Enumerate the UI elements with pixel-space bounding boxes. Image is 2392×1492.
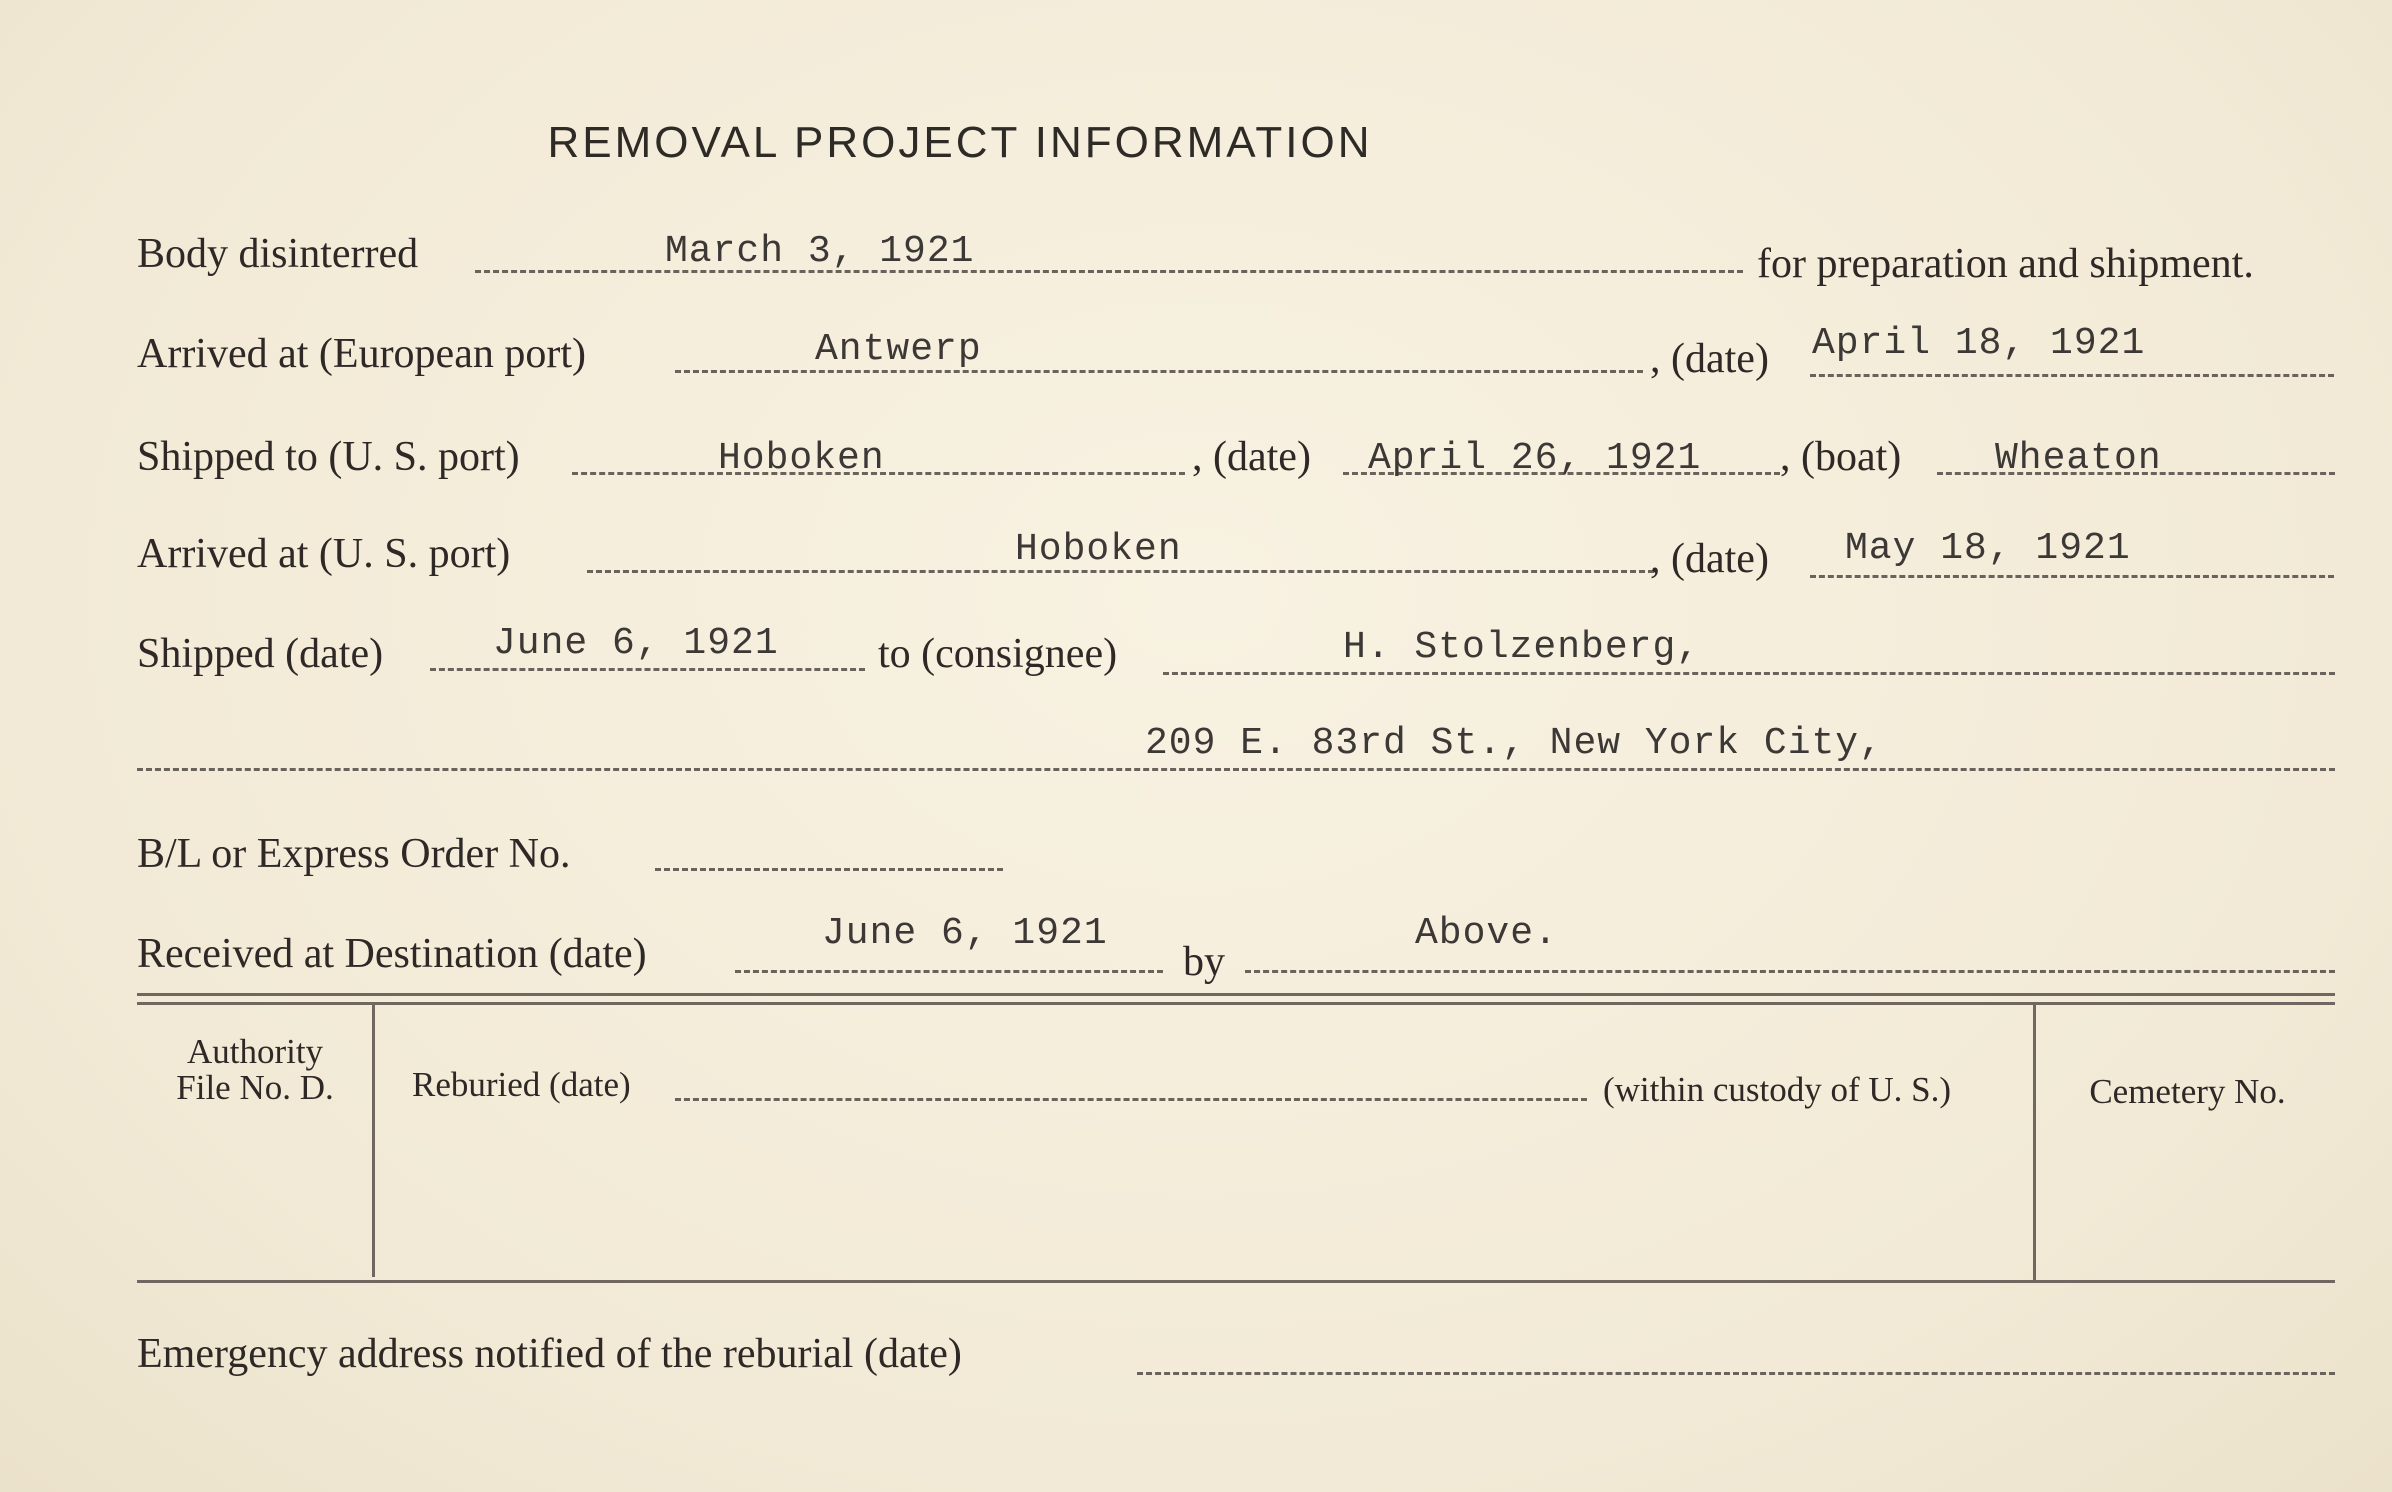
- table-bottom-rule: [137, 1280, 2335, 1283]
- disinterred-label: Body disinterred: [137, 231, 419, 277]
- custody-label: (within custody of U. S.): [1603, 1070, 1952, 1109]
- received-date-line: [735, 970, 1163, 973]
- arrived-us-port: Hoboken: [1015, 528, 1182, 571]
- arrived-eu-date-label: , (date): [1650, 336, 1769, 382]
- reburied-line: [675, 1098, 1587, 1101]
- form-title: REMOVAL PROJECT INFORMATION: [547, 118, 1373, 167]
- shipped-us-port: Hoboken: [718, 437, 885, 480]
- address-value: 209 E. 83rd St., New York City,: [1145, 722, 1883, 765]
- reburied-label: Reburied (date): [412, 1065, 631, 1104]
- emergency-line: [1137, 1372, 2335, 1375]
- consignee-label: to (consignee): [878, 631, 1118, 677]
- authority-label: Authority: [186, 1032, 324, 1071]
- received-date: June 6, 1921: [822, 912, 1108, 955]
- shipped-date-value: June 6, 1921: [493, 622, 779, 665]
- file-no-label: File No. D.: [176, 1068, 334, 1107]
- arrived-us-date: May 18, 1921: [1845, 527, 2131, 570]
- shipped-date-line: [430, 668, 865, 671]
- arrived-us-date-line: [1810, 575, 2334, 578]
- shipped-date-label: Shipped (date): [137, 631, 384, 677]
- disinterred-value: March 3, 1921: [665, 230, 975, 273]
- cemetery-label: Cemetery No.: [2089, 1072, 2286, 1111]
- shipped-us-date-label: , (date): [1192, 434, 1311, 480]
- disinterred-suffix: for preparation and shipment.: [1757, 241, 2254, 287]
- bl-order-line: [655, 868, 1003, 871]
- arrived-eu-port: Antwerp: [815, 328, 982, 371]
- shipped-us-date: April 26, 1921: [1368, 437, 1702, 480]
- shipped-us-boat-label: , (boat): [1780, 434, 1902, 480]
- received-by-line: [1245, 970, 2335, 973]
- emergency-label: Emergency address notified of the reburial (date): [137, 1331, 962, 1377]
- arrived-eu-date-line: [1810, 374, 2334, 377]
- received-by-value: Above.: [1415, 912, 1558, 955]
- consignee-line: [1163, 672, 2335, 675]
- arrived-eu-label: Arrived at (European port): [137, 331, 586, 377]
- table-divider-left: [372, 1005, 375, 1277]
- arrived-us-date-label: , (date): [1650, 536, 1769, 582]
- table-top-rule: [137, 993, 2335, 996]
- table-divider-right: [2033, 1005, 2036, 1283]
- shipped-us-boat: Wheaton: [1995, 437, 2162, 480]
- received-by-label: by: [1183, 939, 1225, 985]
- arrived-us-label: Arrived at (U. S. port): [137, 531, 511, 577]
- table-top-rule-inner: [137, 1002, 2335, 1005]
- shipped-us-label: Shipped to (U. S. port): [137, 434, 520, 480]
- received-label: Received at Destination (date): [137, 931, 647, 977]
- arrived-eu-date: April 18, 1921: [1812, 322, 2146, 365]
- address-line: [137, 768, 2335, 771]
- consignee-value: H. Stolzenberg,: [1343, 626, 1701, 669]
- bl-order-label: B/L or Express Order No.: [137, 831, 571, 877]
